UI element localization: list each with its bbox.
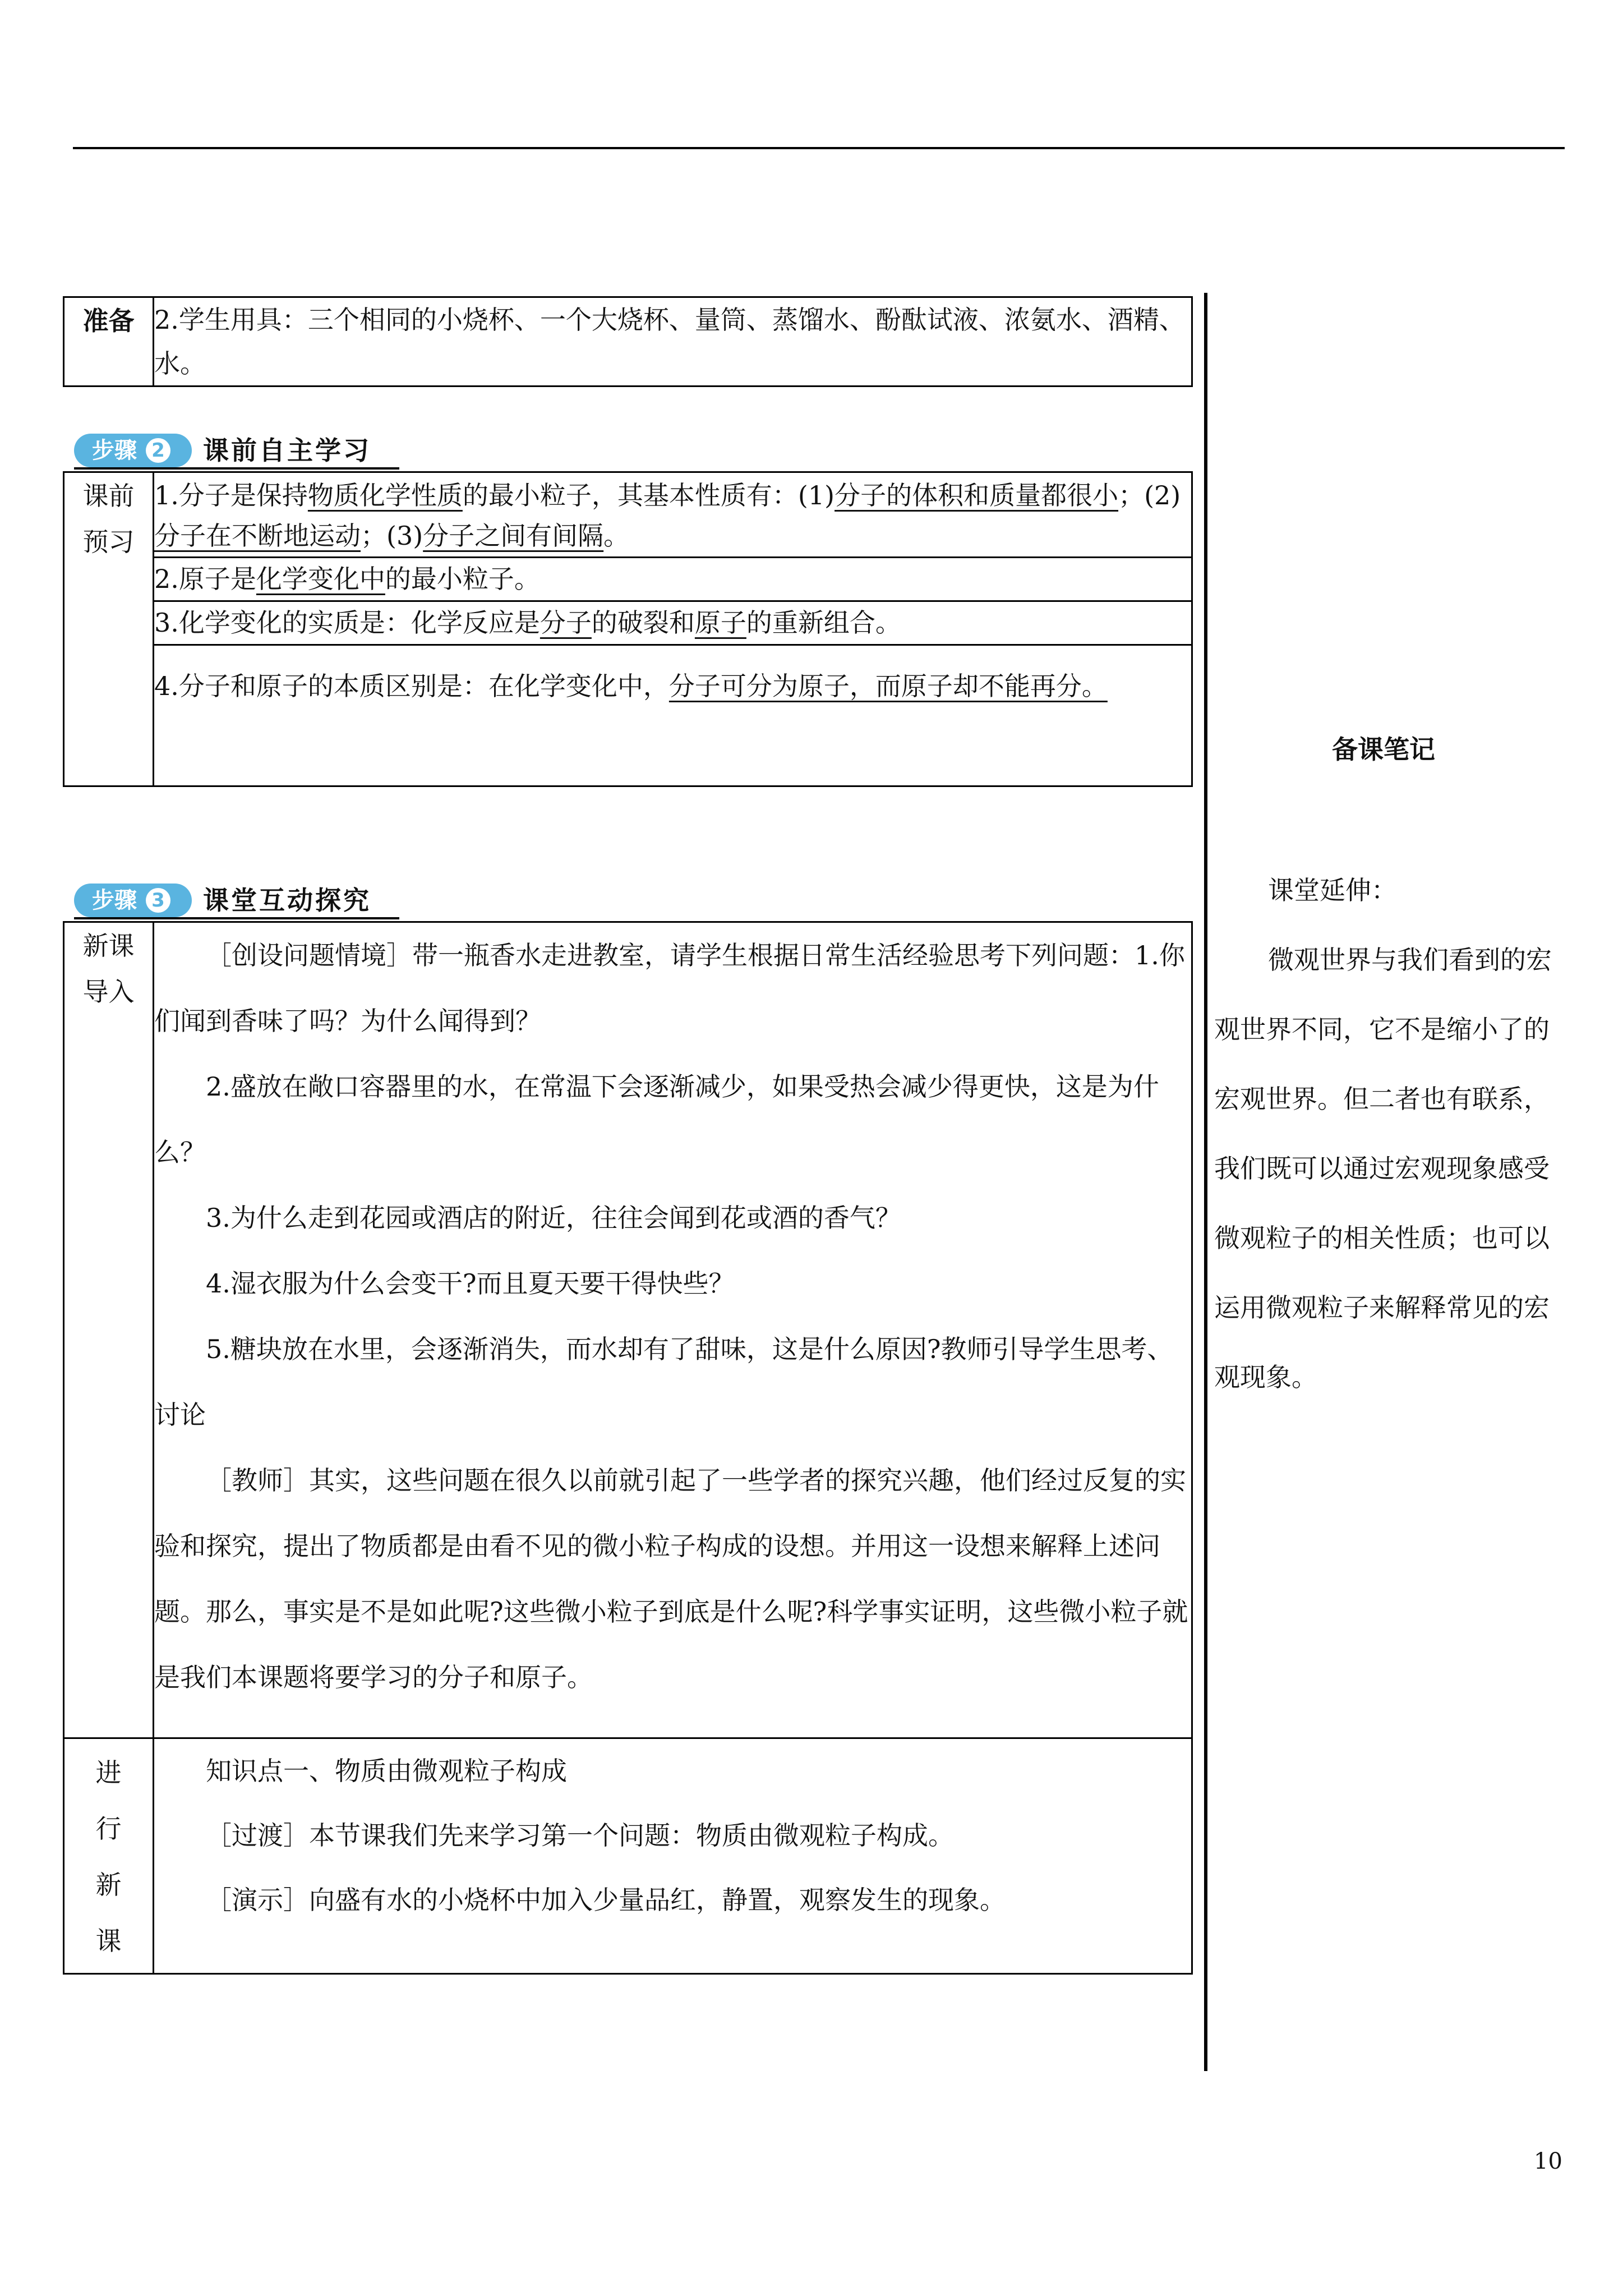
answer-blank: 原子 [694,608,746,638]
step3-underline [74,917,399,919]
intro-label [64,922,154,1738]
header-rule [73,147,1565,149]
preview-text: 。 [603,521,630,551]
intro-paragraph: 5.糖块放在水里，会逐渐消失，而水却有了甜味，这是什么原因?教师引导学生思考、讨论 [154,1334,1173,1430]
intro-paragraph: ［教师］其实，这些问题在很久以前就引起了一些学者的探究兴趣，他们经过反复的实验和探究，提出了物质都是由看不见的微小粒子构成的设想。并用这一设想来解释上述问题。那么，事实是不是如此呢?这些微小粒子到底是什么呢?科学事实证明，这些微小粒子就是我们本课题将要学习的分子和原子。 [154,1465,1188,1692]
preview-text: ；(2) [1118,480,1181,510]
intro-label-text: 新课导入 [82,931,135,1007]
lesson-label-char: 课 [95,1926,122,1956]
preview-label-text: 课前预习 [82,481,135,557]
step2-number: 2 [146,438,170,463]
answer-blank: 分子在不断地运动 [154,521,361,551]
lesson-label-char: 行 [95,1814,122,1844]
answer-blank: 物质化学性质 [307,480,463,510]
preview-text: 的最小粒子。 [385,564,540,594]
step3-title: 课堂互动探究 [203,885,371,915]
preview-text: 1.分子是保持 [154,480,308,510]
step2-badge-text: 步骤 [92,438,137,463]
step3-badge-text: 步骤 [92,887,137,913]
step2-title: 课前自主学习 [203,435,371,466]
answer-blank: 分子之间有间隔 [423,521,604,551]
step3-number: 3 [146,888,170,913]
lesson-label [64,1738,154,1974]
preview-text: 2.原子是 [154,564,256,594]
answer-blank: 分子可分为原子，而原子却不能再分。 [668,671,1108,701]
lesson-label-char: 新 [95,1870,122,1900]
intro-paragraph: 4.湿衣服为什么会变干?而且夏天要干得快些？ [206,1268,735,1299]
step2-underline [74,467,399,470]
preview-item-3 [154,601,1192,645]
answer-blank: 化学变化中 [256,564,385,594]
preview-item-4 [154,645,1192,786]
answer-blank: 分子 [540,608,592,638]
extension-label: 课堂延伸： [1268,875,1397,905]
preview-label [64,472,154,786]
prep-text: 2.学生用具：三个相同的小烧杯、一个大烧杯、量筒、蒸馏水、酚酞试液、浓氨水、酒精、水。 [154,297,1192,386]
step3-header [74,884,635,917]
intro-paragraph: 3.为什么走到花园或酒店的附近，往往会闻到花或酒的香气？ [206,1203,901,1233]
preview-text: 4.分子和原子的本质区别是：在化学变化中， [154,671,669,701]
lesson-content [154,1738,1192,1974]
prep-table [63,296,1193,387]
lesson-label-char: 进 [95,1757,122,1788]
lesson-paragraph: ［过渡］本节课我们先来学习第一个问题：物质由微观粒子构成。 [206,1820,954,1851]
preview-item-1 [154,472,1192,558]
lesson-paragraph: ［演示］向盛有水的小烧杯中加入少量品红，静置，观察发生的现象。 [206,1885,1006,1915]
preview-text: 的最小粒子，其基本性质有：(1) [462,480,835,510]
preview-table [63,471,1193,787]
preview-text: 3.化学变化的实质是：化学反应是 [154,608,540,638]
preview-text: 的破裂和 [591,608,695,638]
sidebar-heading: 备课笔记 [1332,734,1435,765]
sidebar-extension [1214,855,1562,1412]
preview-item-2 [154,558,1192,601]
prep-label: 准备 [64,297,154,386]
step2-badge [74,434,192,467]
preview-text: ；(3) [361,521,423,551]
step3-badge [74,884,192,917]
lesson-heading: 知识点一、物质由微观粒子构成 [206,1756,567,1786]
intro-content [154,922,1192,1738]
extension-text: 微观世界与我们看到的宏观世界不同，它不是缩小了的宏观世界。但二者也有联系，我们既可以通过宏观现象感受微观粒子的相关性质；也可以运用微观粒子来解释常见的宏观现象。 [1214,945,1552,1392]
intro-paragraph: ［创设问题情境］带一瓶香水走进教室，请学生根据日常生活经验思考下列问题：1.你们闻到香味了吗？为什么闻得到？ [154,940,1185,1036]
classroom-table [63,921,1193,1975]
answer-blank: 分子的体积和质量都很小 [834,480,1119,510]
sidebar-divider [1204,293,1207,2071]
preview-text: 的重新组合。 [746,608,901,638]
page-number: 10 [1534,2148,1562,2174]
step2-header [74,434,635,467]
intro-paragraph: 2.盛放在敞口容器里的水，在常温下会逐渐减少，如果受热会减少得更快，这是为什么？ [154,1071,1159,1167]
